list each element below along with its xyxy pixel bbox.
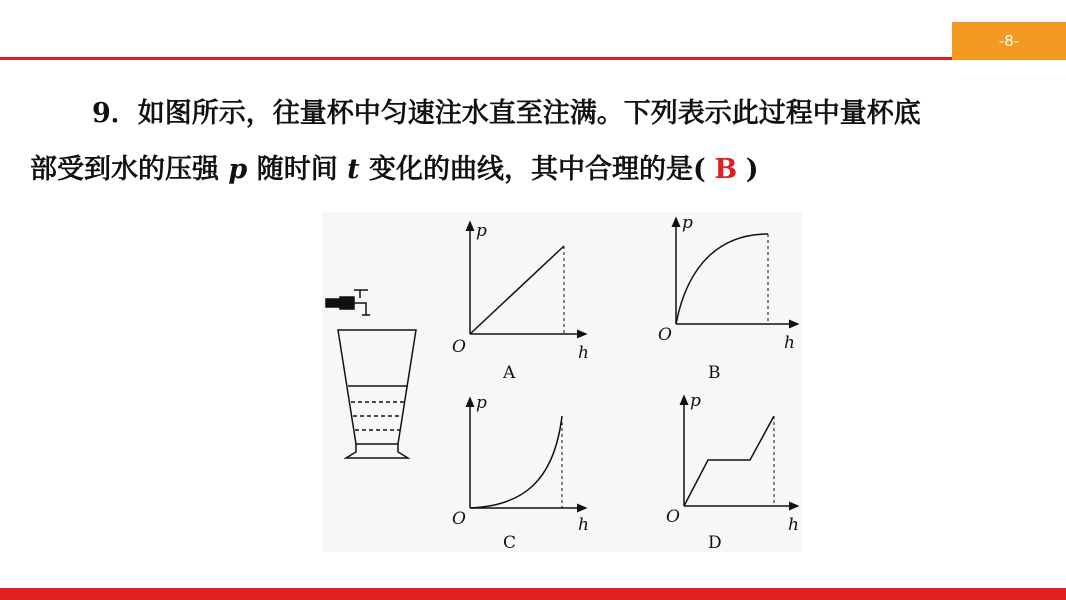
footer-bar xyxy=(0,588,1066,600)
question-stem-part4: 变化的曲线，其中合理的是( xyxy=(369,154,706,185)
graph-a-x-label: h xyxy=(578,343,589,363)
question-figure xyxy=(322,212,802,552)
graph-b-option: B xyxy=(708,363,721,383)
graph-a-origin: O xyxy=(452,337,466,357)
graph-b-x-label: h xyxy=(784,333,795,353)
graph-d-x-label: h xyxy=(788,515,799,535)
variable-p: p xyxy=(228,154,248,185)
question-text xyxy=(30,86,1050,198)
graph-a xyxy=(452,221,589,383)
question-stem-part3: 随时间 xyxy=(256,154,338,185)
graph-d xyxy=(666,391,799,552)
graph-a-option: A xyxy=(503,363,516,383)
question-number: 9． xyxy=(92,98,138,129)
graph-a-y-label: p xyxy=(476,221,487,241)
graph-b xyxy=(658,213,798,383)
figure-svg xyxy=(322,212,802,552)
graph-d-y-label: p xyxy=(690,391,701,411)
measuring-cup xyxy=(338,330,416,458)
page-number-badge: -8- xyxy=(952,22,1066,60)
variable-t: t xyxy=(347,154,360,185)
graph-c xyxy=(452,393,589,552)
question-stem-part2: 部受到水的压强 xyxy=(30,154,219,185)
graph-d-option: D xyxy=(708,533,722,552)
question-stem-part1: 如图所示，往量杯中匀速注水直至注满。下列表示此过程中量杯底 xyxy=(137,98,921,129)
graph-b-y-label: p xyxy=(682,213,693,233)
answer-text: B xyxy=(714,154,738,185)
question-stem-part5: ) xyxy=(745,154,759,185)
graph-b-origin: O xyxy=(658,325,672,345)
question-line-2 xyxy=(30,142,1050,198)
graph-c-option: C xyxy=(503,533,517,552)
graph-c-x-label: h xyxy=(578,515,589,535)
question-line-1 xyxy=(30,86,1050,142)
graph-c-origin: O xyxy=(452,509,466,529)
graph-d-origin: O xyxy=(666,507,680,527)
graph-c-y-label: p xyxy=(476,393,487,413)
faucet-icon xyxy=(326,290,370,315)
header-divider xyxy=(0,57,960,60)
